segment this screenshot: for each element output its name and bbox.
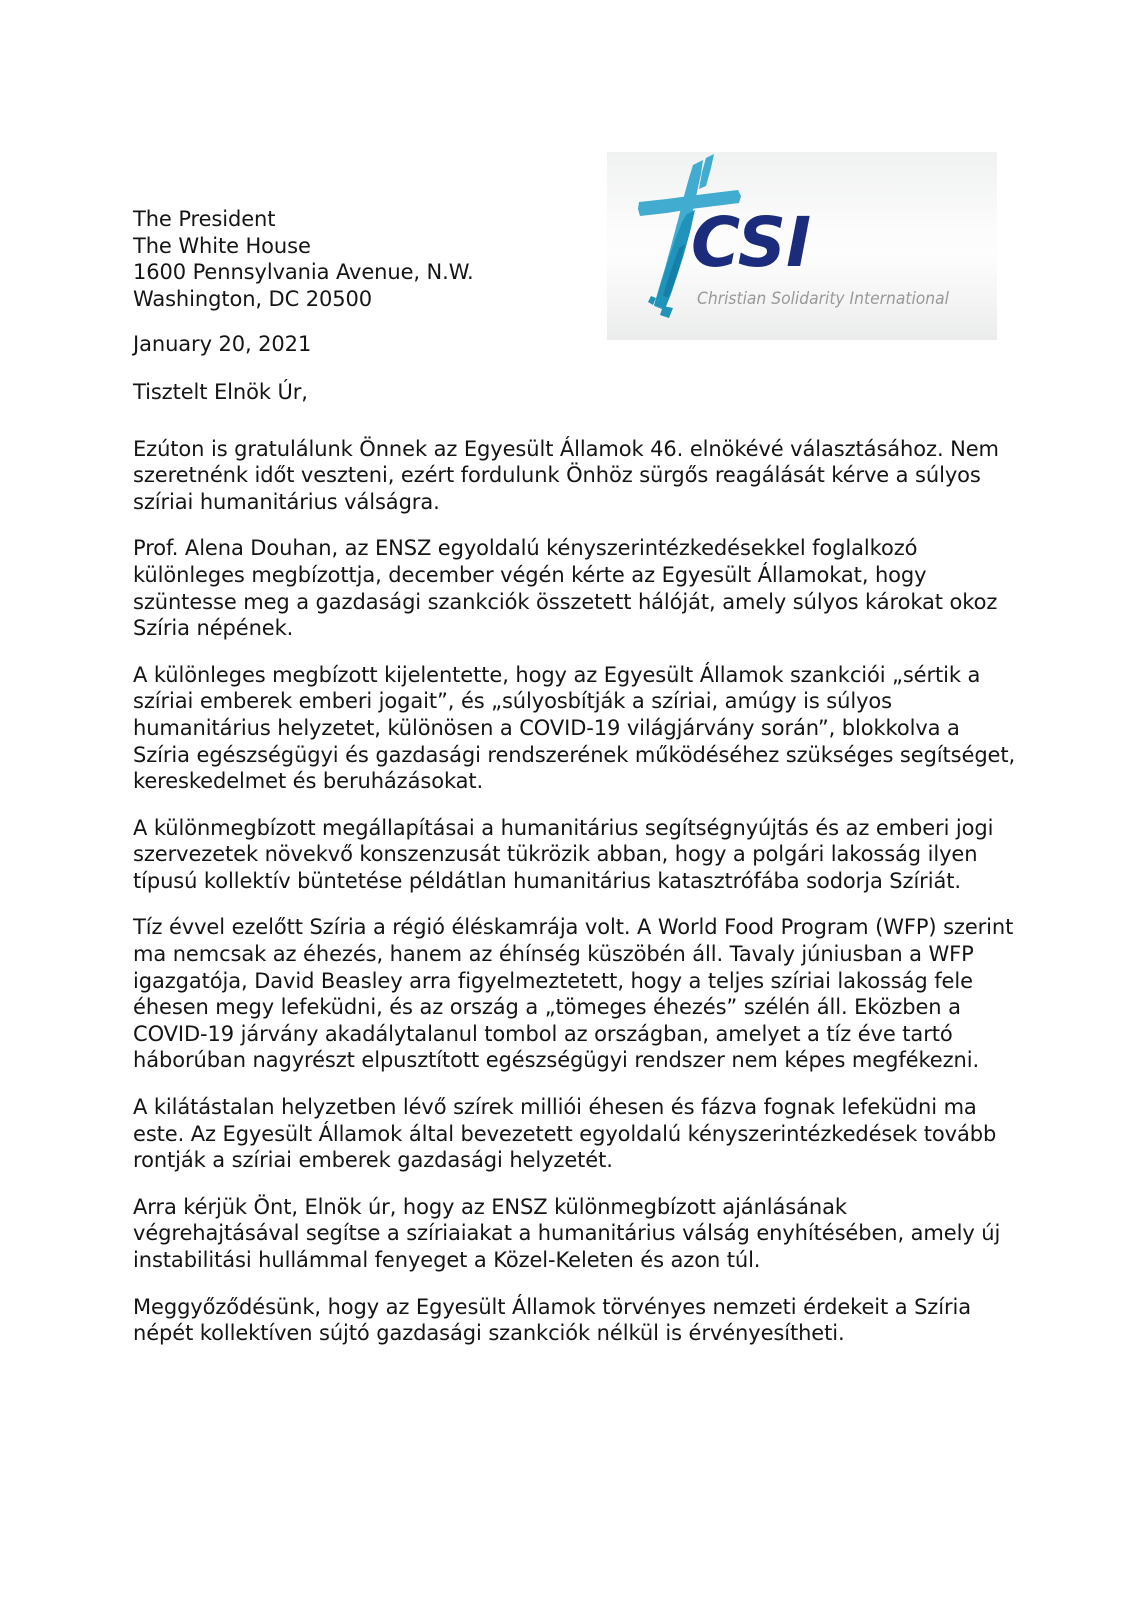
letter-date: January 20, 2021 — [133, 332, 312, 357]
csi-tagline: Christian Solidarity International — [697, 289, 950, 309]
letter-paragraph: A különleges megbízott kijelentette, hogy az Egyesült Államok szankciói „sértik a szíriai emberek emberi jogait”, és „súlyosbítják a szíriai, amúgy is súlyos humanitárius helyzetet, különösen a COVID-19 világjárvány során”, blokkolva a Szíria egészségügyi és gazdasági rendszerének működéséhez szükséges segítséget, kereskedelmet és beruházásokat. — [133, 662, 1016, 794]
recipient-address — [133, 206, 1018, 312]
letter-paragraph: Tíz évvel ezelőtt Szíria a régió éléskamrája volt. A World Food Program (WFP) szerint ma nemcsak az éhezés, hanem az éhínség küszöbén áll. Tavaly júniusban a WFP igazgatója, David Beasley arra figyelmeztetett, hogy a teljes szíriai lakosság fele éhesen megy lefeküdni, és az ország a „tömeges éhezés” szélén áll. Eközben a COVID-19 járvány akadálytalanul tombol az országban, amelyet a tíz éve tartó háborúban nagyrészt elpusztított egészségügyi rendszer nem képes megfékezni. — [133, 915, 1014, 1073]
letter-paragraph: Prof. Alena Douhan, az ENSZ egyoldalú kényszerintézkedésekkel foglalkozó különleges megbízottja, december végén kérte az Egyesült Államokat, hogy szüntesse meg a gazdasági szankciók összetett hálóját, amely súlyos károkat okoz Szíria népének. — [133, 536, 998, 641]
address-line: The President — [133, 207, 276, 231]
letter-paragraph: A különmegbízott megállapításai a humanitárius segítségnyújtás és az emberi jogi szervezetek növekvő konszenzusát tükrözik abban, hogy a polgári lakosság ilyen típusú kollektív büntetése példátlan humanitárius katasztrófába sodorja Szíriát. — [133, 815, 994, 893]
letter-paragraph: Arra kérjük Önt, Elnök úr, hogy az ENSZ különmegbízott ajánlásának végrehajtásával segítse a szíriaiakat a humanitárius válság enyhítésében, amely új instabilitási hullámmal fenyeget a Közel-Keleten és azon túl. — [133, 1194, 1001, 1272]
salutation: Tisztelt Elnök Úr, — [133, 379, 308, 404]
letter-paragraph: Meggyőződésünk, hogy az Egyesült Államok törvényes nemzeti érdekeit a Szíria népét kollektíven sújtó gazdasági szankciók nélkül is érvényesítheti. — [133, 1294, 971, 1346]
letter-body — [133, 206, 1018, 1367]
letter-paragraph: Ezúton is gratulálunk Önnek az Egyesült Államok 46. elnökévé választásához. Nem szeretnénk időt veszteni, ezért fordulunk Önhöz sürgős reagálását kérve a súlyos szíriai humanitárius válságra. — [133, 436, 999, 514]
letter-paragraph: A kilátástalan helyzetben lévő szírek milliói éhesen és fázva fognak lefeküdni ma este. Az Egyesült Államok által bevezetett egyoldalú kényszerintézkedések tovább rontják a szíriai emberek gazdasági helyzetét. — [133, 1095, 997, 1173]
address-line: The White House — [133, 233, 311, 258]
address-line: 1600 Pennsylvania Avenue, N.W. — [133, 260, 474, 285]
csi-acronym: CSI — [691, 203, 811, 283]
address-line: Washington, DC 20500 — [133, 286, 373, 311]
